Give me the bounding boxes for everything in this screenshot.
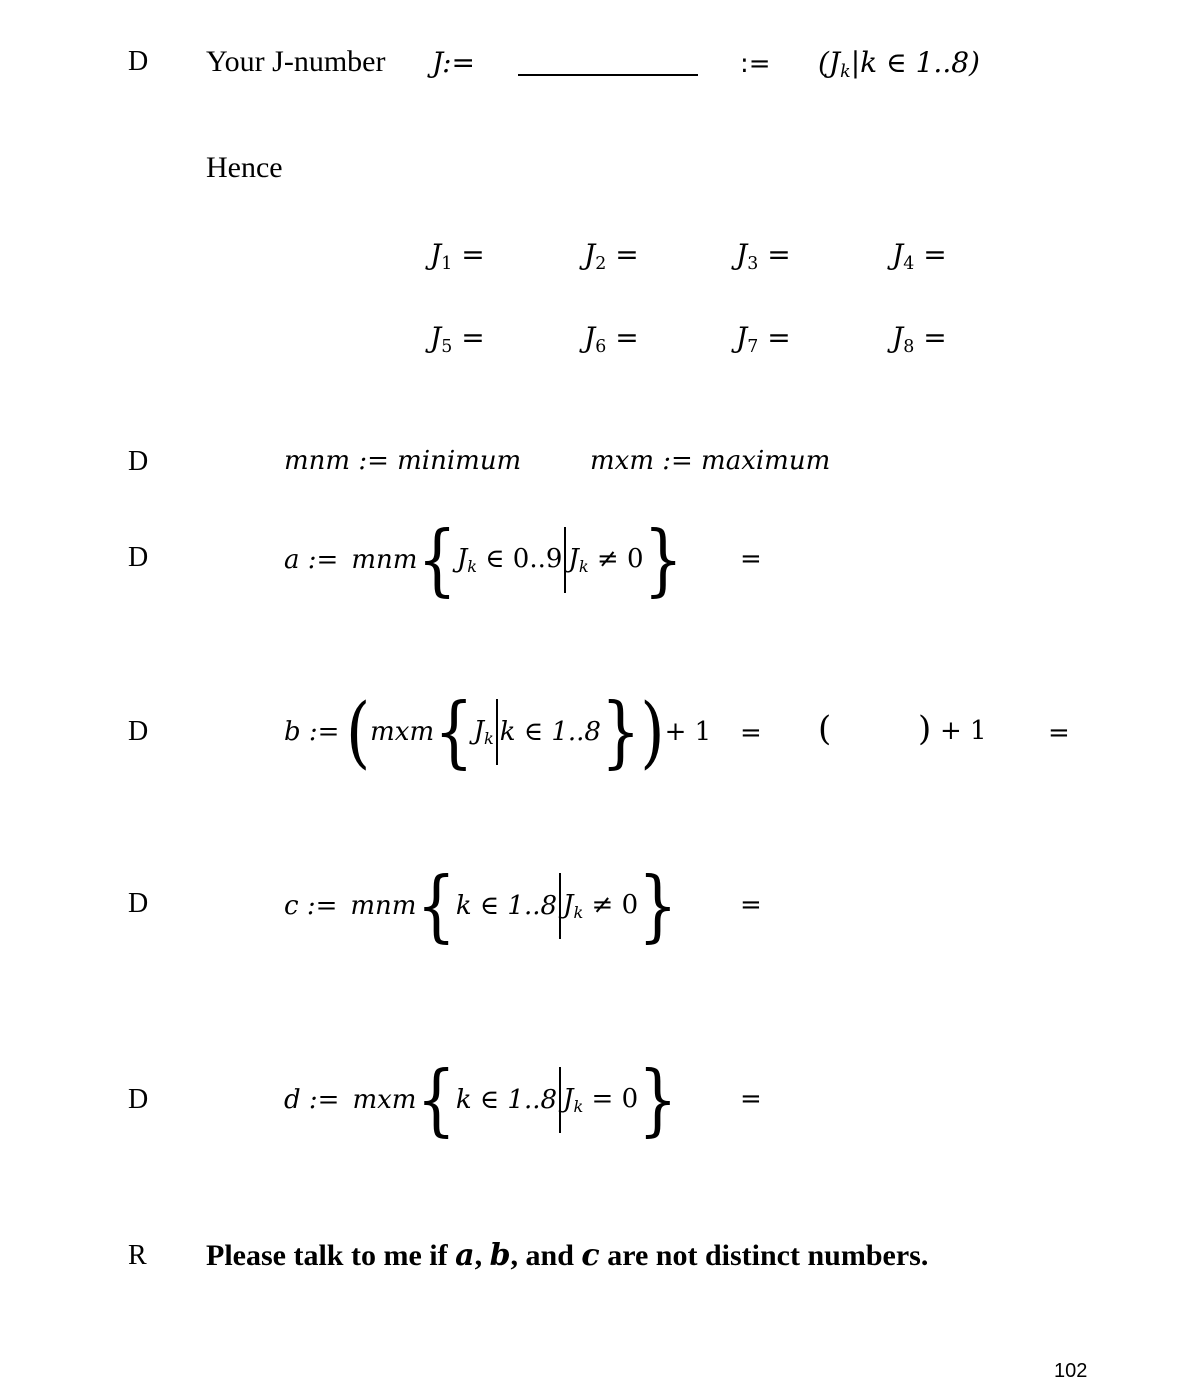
- remark-part: Please talk to me if: [206, 1239, 456, 1272]
- b-blank-paren-open: (: [818, 709, 832, 749]
- j-symbol: J: [473, 715, 485, 746]
- b-final-equals: =: [1048, 718, 1070, 748]
- j-number-blank[interactable]: [518, 74, 698, 76]
- right-brace: }: [600, 685, 641, 777]
- j-symbol: J: [584, 238, 596, 271]
- j-symbol: J: [456, 543, 468, 574]
- k-subscript: k: [573, 1096, 584, 1116]
- equals-sign: =: [615, 321, 639, 354]
- a-set-range: ∈ 0..9: [477, 543, 563, 574]
- a-set-left: [456, 543, 563, 576]
- margin-marker-d: D: [128, 446, 149, 477]
- j-symbol: J: [892, 238, 904, 271]
- equals-sign: =: [923, 321, 947, 354]
- equals-sign: =: [461, 321, 485, 354]
- c-lhs: c :=: [284, 891, 338, 921]
- k-subscript: k: [484, 728, 494, 748]
- tuple-sub: k: [840, 62, 851, 83]
- d-set-left: k ∈ 1..8: [455, 1085, 558, 1115]
- margin-marker-d: D: [128, 46, 149, 77]
- c-condition: [563, 889, 639, 922]
- j-subscript: 8: [903, 337, 915, 358]
- d-expression: [284, 1053, 678, 1145]
- d-condition: [563, 1083, 639, 1116]
- tuple-rest: |k ∈ 1..8): [850, 46, 980, 79]
- j-symbol: J: [563, 889, 574, 920]
- b-plus-one: + 1: [664, 717, 712, 747]
- mxm-definition: mxm := maximum: [590, 446, 831, 476]
- margin-marker-r: R: [128, 1240, 147, 1271]
- c-equals: =: [740, 890, 762, 920]
- equals-sign: =: [923, 238, 947, 271]
- d-condition-rest: = 0: [583, 1083, 639, 1114]
- j-subscript: 2: [595, 254, 607, 275]
- c-set-left: k ∈ 1..8: [455, 891, 558, 921]
- such-that-bar: [496, 699, 498, 765]
- left-paren: (: [345, 685, 371, 777]
- right-paren: ): [640, 685, 665, 777]
- b-equals: =: [740, 718, 762, 748]
- a-lhs: a :=: [284, 545, 339, 575]
- mnm-definition: mnm := minimum: [284, 446, 522, 476]
- assign-symbol: :=: [740, 49, 771, 79]
- left-brace: {: [434, 685, 474, 777]
- tuple-open: (J: [818, 46, 841, 79]
- d-lhs: d :=: [284, 1085, 340, 1115]
- such-that-bar: [559, 1067, 561, 1133]
- a-equals: =: [740, 544, 762, 574]
- j-number-label: Your J-number: [206, 45, 386, 78]
- b-blank-plus-one: + 1: [940, 716, 987, 746]
- j5-entry: [430, 321, 485, 358]
- remark-part: ,: [474, 1239, 490, 1272]
- such-that-bar: [564, 527, 566, 593]
- hence-label: Hence: [206, 151, 283, 184]
- b-condition: k ∈ 1..8: [499, 717, 601, 747]
- j4-entry: [892, 238, 947, 275]
- remark-part: are not distinct numbers.: [599, 1239, 929, 1272]
- d-function: mxm: [352, 1085, 417, 1115]
- j7-entry: [736, 321, 791, 358]
- left-brace: {: [416, 859, 456, 951]
- c-function: mnm: [350, 891, 417, 921]
- j-subscript: 1: [441, 254, 453, 275]
- margin-marker-d: D: [128, 542, 149, 573]
- right-brace: }: [643, 513, 683, 605]
- j-symbol: J: [736, 321, 748, 354]
- j-symbol: J: [430, 238, 442, 271]
- margin-marker-d: D: [128, 888, 149, 919]
- b-expression: [284, 685, 712, 777]
- j-symbol: J: [584, 321, 596, 354]
- page-number: 102: [1054, 1360, 1088, 1382]
- b-set-left: [473, 715, 494, 748]
- a-condition-rest: ≠ 0: [588, 543, 644, 574]
- b-function: mxm: [370, 717, 435, 747]
- j-symbol: J: [736, 238, 748, 271]
- a-function: mnm: [351, 545, 418, 575]
- c-expression: [284, 859, 678, 951]
- b-blank-paren-close: ): [918, 709, 932, 749]
- j-subscript: 3: [747, 254, 759, 275]
- var-b: b: [489, 1238, 511, 1273]
- k-subscript: k: [467, 556, 478, 576]
- k-subscript: k: [578, 556, 589, 576]
- j3-entry: [736, 238, 791, 275]
- remark-text: [206, 1238, 929, 1273]
- j-tuple: [818, 46, 980, 83]
- d-equals: =: [740, 1084, 762, 1114]
- left-brace: {: [416, 1053, 456, 1145]
- c-condition-rest: ≠ 0: [583, 889, 639, 920]
- j8-entry: [892, 321, 947, 358]
- j-symbol: J: [892, 321, 904, 354]
- j-subscript: 7: [747, 337, 759, 358]
- var-a: a: [455, 1238, 475, 1273]
- right-brace: }: [638, 1053, 678, 1145]
- margin-marker-d: D: [128, 716, 149, 747]
- j-subscript: 6: [595, 337, 607, 358]
- equals-sign: =: [615, 238, 639, 271]
- a-expression: [284, 513, 683, 605]
- remark-part: , and: [510, 1239, 582, 1272]
- j-symbol: J: [568, 543, 579, 574]
- j1-entry: [430, 238, 485, 275]
- b-lhs: b :=: [284, 717, 340, 747]
- j-symbol: J: [563, 1083, 574, 1114]
- j-subscript: 5: [441, 337, 453, 358]
- left-brace: {: [417, 513, 457, 605]
- margin-marker-d: D: [128, 1084, 149, 1115]
- var-c: c: [581, 1238, 600, 1273]
- j-subscript: 4: [903, 254, 915, 275]
- equals-sign: =: [767, 321, 791, 354]
- j6-entry: [584, 321, 639, 358]
- such-that-bar: [559, 873, 561, 939]
- j-symbol: J: [430, 321, 442, 354]
- j-definition: J:=: [432, 46, 475, 79]
- a-condition: [568, 543, 644, 576]
- j2-entry: [584, 238, 639, 275]
- k-subscript: k: [573, 902, 584, 922]
- right-brace: }: [638, 859, 678, 951]
- equals-sign: =: [767, 238, 791, 271]
- equals-sign: =: [461, 238, 485, 271]
